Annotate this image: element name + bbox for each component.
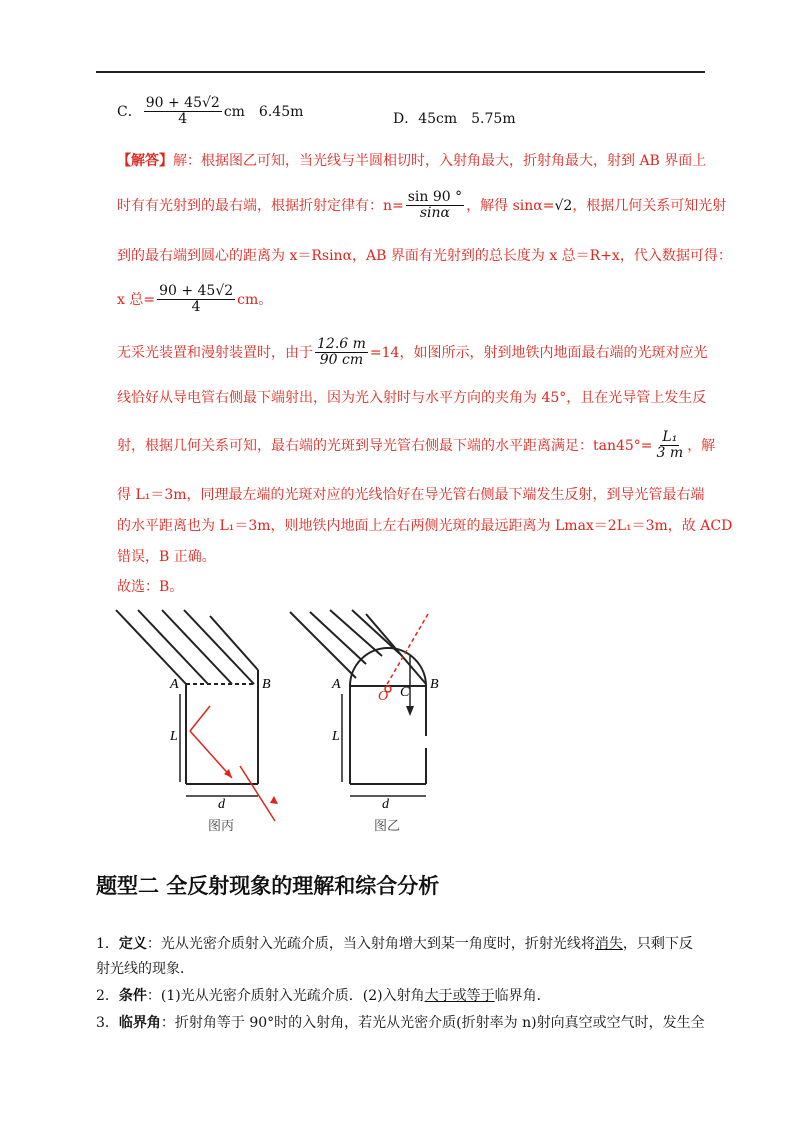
item-definition: 1．定义：光从光密介质射入光疏介质，当入射角增大到某一角度时，折射光线将消失，只剩下反 xyxy=(96,936,693,952)
caption-left: 图丙 xyxy=(208,819,235,834)
ray-arrow-icon xyxy=(270,796,278,804)
label-b-right: B xyxy=(430,677,439,692)
answer-line-9: 的水平距离也为 L₁＝3m，则地铁内地面上左右两侧光斑的最远距离为 Lmax＝2L₁＝3m，故 ACD xyxy=(117,518,733,534)
answer-line-3: 到的最右端到圆心的距离为 x＝Rsinα，AB 界面有光射到的总长度为 x 总＝R+x，代入数据可得： xyxy=(117,248,732,264)
snell-fraction: $\frac{\sin 90 ^\circ}{\sin\alpha}$ xyxy=(407,189,463,222)
answer-line-4: x 总= $\frac{90 + 45√2}{4}$ cm。 xyxy=(117,283,273,316)
ray-arrow-icon xyxy=(406,706,414,716)
ratio-fraction: $\frac{12.6 m}{90 cm}$ xyxy=(317,336,366,369)
answer-line-10: 错误，B 正确。 xyxy=(117,549,216,565)
figure-left xyxy=(116,610,258,796)
option-c: C． $\frac{90 + 45√2}{4}$ cm 6.45m xyxy=(117,95,304,128)
optics-figures xyxy=(110,606,440,838)
answer-line-5: 无采光装置和漫射装置时，由于 $\frac{12.6 m}{90 cm}$ =14，如图所示，射到地铁内地面最右端的光斑对应光 xyxy=(117,336,708,369)
item-critical-angle: 3．临界角：折射角等于 90°时的入射角，若光从光密介质(折射率为 n)射向真空或空气时，发生全 xyxy=(96,1015,705,1031)
answer-line-6: 线恰好从导电管右侧最下端射出，因为光入射时与水平方向的夹角为 45°，且在光导管上发生反 xyxy=(117,390,707,406)
label-o: O xyxy=(378,689,389,704)
label-d-right: d xyxy=(382,797,389,812)
tan-fraction: $\frac{\text{L₁}}{3 m}$ xyxy=(656,429,684,462)
answer-line-2: 时有有光射到的最右端，根据折射定律有：n= $\frac{\sin 90 ^\circ}{\sin\alpha}$ ，解得 sinα=√2，根据几何关系可知光射 xyxy=(117,189,727,222)
option-c-fraction: $\frac{90 + 45√2}{4}$ xyxy=(145,95,220,128)
figure-left-rays xyxy=(190,706,275,821)
answer-line-7: 射，根据几何关系可知，最右端的光斑到导光管右侧最下端的水平距离满足：tan45°= $\frac{\text{L₁}}{3 m}$ ，解 xyxy=(117,429,716,462)
item-condition: 2．条件：(1)光从光密介质射入光疏介质．(2)入射角大于或等于临界角． xyxy=(96,988,551,1004)
answer-line-11: 故选：B。 xyxy=(117,579,184,595)
label-a-left: A xyxy=(170,677,179,692)
total-length-fraction: $\frac{90 + 45√2}{4}$ xyxy=(159,283,234,316)
figure-right xyxy=(290,610,426,796)
normal-line xyxy=(386,614,428,686)
caption-right: 图乙 xyxy=(374,819,401,834)
answer-line-1: 【解答】解：根据图乙可知，当光线与半圆相切时，入射角最大，折射角最大，射到 AB 界面上 xyxy=(117,153,707,169)
item-definition-cont: 射光线的现象． xyxy=(96,961,194,977)
label-b-left: B xyxy=(262,677,271,692)
section-heading: 题型二 全反射现象的理解和综合分析 xyxy=(96,874,440,898)
header-rule xyxy=(96,71,705,73)
label-a-right: A xyxy=(332,677,341,692)
answer-line-8: 得 L₁＝3m，同理最左端的光斑对应的光线恰好在导光管右侧最下端发生反射，到导光管最右端 xyxy=(117,487,705,503)
label-c: C xyxy=(400,685,410,700)
option-d: D．45cm 5.75m xyxy=(393,111,516,127)
label-l-left: L xyxy=(170,729,178,744)
label-l-right: L xyxy=(332,729,340,744)
label-d-left: d xyxy=(218,797,225,812)
